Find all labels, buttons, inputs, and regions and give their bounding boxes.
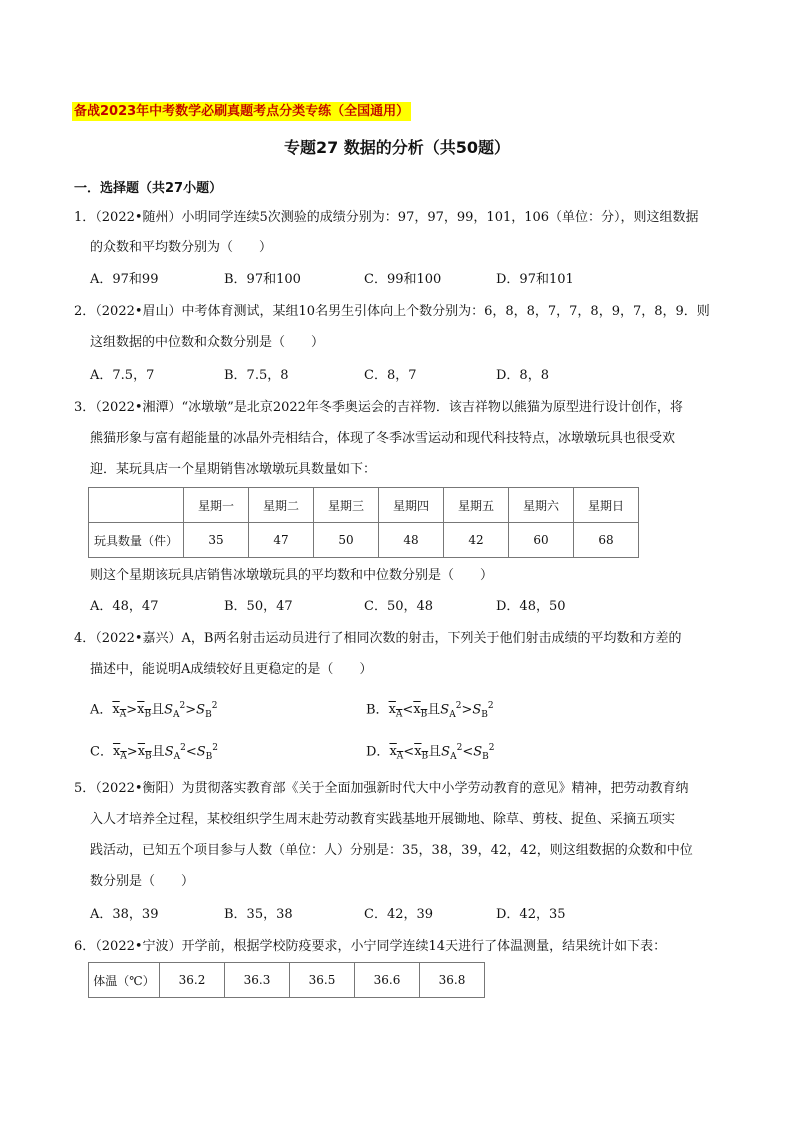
q4-option-a: A．$x_A>x_B$且$S_A^2>S_B^2$ bbox=[90, 701, 218, 720]
q6-line1: 6．（2022•宁波）开学前，根据学校防疫要求，小宁同学连续14天进行了体温测量，结果统计如下表： bbox=[74, 939, 667, 954]
q2-option-a: A．7.5，7 bbox=[90, 368, 155, 383]
q5-line4: 数分别是（ ） bbox=[90, 874, 195, 889]
q5-option-c: C．42，39 bbox=[364, 907, 434, 922]
table-cell bbox=[89, 488, 184, 523]
table-row bbox=[89, 523, 639, 558]
q4-option-b: B．$x_A<x_B$且$S_A^2>S_B^2$ bbox=[366, 701, 494, 720]
table-cell: 48 bbox=[379, 523, 444, 558]
table-cell: 36.2 bbox=[160, 963, 225, 998]
q3-line3: 迎．某玩具店一个星期销售冰墩墩玩具数量如下： bbox=[90, 462, 377, 477]
table-cell: 50 bbox=[314, 523, 379, 558]
table-cell: 星期日 bbox=[574, 488, 639, 523]
q5-option-d: D．42，35 bbox=[496, 907, 566, 922]
q3-option-b: B．50，47 bbox=[224, 599, 293, 614]
q4-option-d: D．$x_A<x_B$且$S_A^2<S_B^2$ bbox=[366, 743, 495, 762]
table-cell: 36.3 bbox=[225, 963, 290, 998]
q4-line2: 描述中，能说明A成绩较好且更稳定的是（ ） bbox=[90, 662, 373, 677]
table-cell: 星期五 bbox=[444, 488, 509, 523]
q2-option-b: B．7.5，8 bbox=[224, 368, 289, 383]
section-heading: 一．选择题（共27小题） bbox=[74, 181, 223, 196]
table-cell: 47 bbox=[249, 523, 314, 558]
table-cell: 60 bbox=[509, 523, 574, 558]
q3-option-a: A．48，47 bbox=[90, 599, 159, 614]
table-cell: 42 bbox=[444, 523, 509, 558]
q4-line1: 4．（2022•嘉兴）A，B两名射击运动员进行了相同次数的射击，下列关于他们射击成绩的平均数和方差的 bbox=[74, 631, 682, 646]
header-banner: 备战2023年中考数学必刷真题考点分类专练（全国通用） bbox=[74, 104, 410, 119]
table-cell: 星期六 bbox=[509, 488, 574, 523]
q1-option-a: A．97和99 bbox=[90, 272, 159, 287]
table-cell: 36.6 bbox=[355, 963, 420, 998]
table-cell: 35 bbox=[184, 523, 249, 558]
q1-option-b: B．97和100 bbox=[224, 272, 301, 287]
q6-temperature-table bbox=[88, 962, 485, 998]
q4-option-c: C．$x_A>x_B$且$S_A^2<S_B^2$ bbox=[90, 743, 218, 762]
q5-option-a: A．38，39 bbox=[90, 907, 159, 922]
table-row bbox=[89, 488, 639, 523]
table-cell: 36.8 bbox=[420, 963, 485, 998]
table-cell: 体温（℃） bbox=[89, 963, 160, 998]
q3-sales-table bbox=[88, 487, 639, 558]
q1-option-d: D．97和101 bbox=[496, 272, 574, 287]
table-cell: 星期四 bbox=[379, 488, 444, 523]
q3-question: 则这个星期该玩具店销售冰墩墩玩具的平均数和中位数分别是（ ） bbox=[90, 568, 494, 583]
q2-line1: 2．（2022•眉山）中考体育测试，某组10名男生引体向上个数分别为：6，8，8，7，7，8，9，7，8，9．则 bbox=[74, 304, 710, 319]
table-row bbox=[89, 963, 485, 998]
q3-option-c: C．50，48 bbox=[364, 599, 434, 614]
q3-option-d: D．48，50 bbox=[496, 599, 566, 614]
q5-line1: 5．（2022•衡阳）为贯彻落实教育部《关于全面加强新时代大中小学劳动教育的意见》精神，把劳动教育纳 bbox=[74, 781, 689, 796]
q2-option-c: C．8，7 bbox=[364, 368, 417, 383]
table-cell: 36.5 bbox=[290, 963, 355, 998]
table-cell: 星期一 bbox=[184, 488, 249, 523]
q1-option-c: C．99和100 bbox=[364, 272, 442, 287]
table-cell: 星期三 bbox=[314, 488, 379, 523]
q2-option-d: D．8，8 bbox=[496, 368, 549, 383]
q3-line1: 3．（2022•湘潭）“冰墩墩”是北京2022年冬季奥运会的吉祥物．该吉祥物以熊猫为原型进行设计创作，将 bbox=[74, 400, 683, 415]
q1-line1: 1．（2022•随州）小明同学连续5次测验的成绩分别为：97，97，99，101，106（单位：分），则这组数据 bbox=[74, 210, 699, 225]
q1-line2: 的众数和平均数分别为（ ） bbox=[90, 240, 273, 255]
table-cell: 68 bbox=[574, 523, 639, 558]
q5-line3: 践活动，已知五个项目参与人数（单位：人）分别是：35，38，39，42，42，则这组数据的众数和中位 bbox=[90, 843, 693, 858]
q5-option-b: B．35，38 bbox=[224, 907, 293, 922]
page-title: 专题27 数据的分析（共50题） bbox=[283, 138, 511, 157]
q2-line2: 这组数据的中位数和众数分别是（ ） bbox=[90, 335, 325, 350]
table-cell: 玩具数量（件） bbox=[89, 523, 184, 558]
table-cell: 星期二 bbox=[249, 488, 314, 523]
q5-line2: 入人才培养全过程，某校组织学生周末赴劳动教育实践基地开展锄地、除草、剪枝、捉鱼、采摘五项实 bbox=[90, 812, 676, 827]
q3-line2: 熊猫形象与富有超能量的冰晶外壳相结合，体现了冬季冰雪运动和现代科技特点，冰墩墩玩具也很受欢 bbox=[90, 431, 676, 446]
